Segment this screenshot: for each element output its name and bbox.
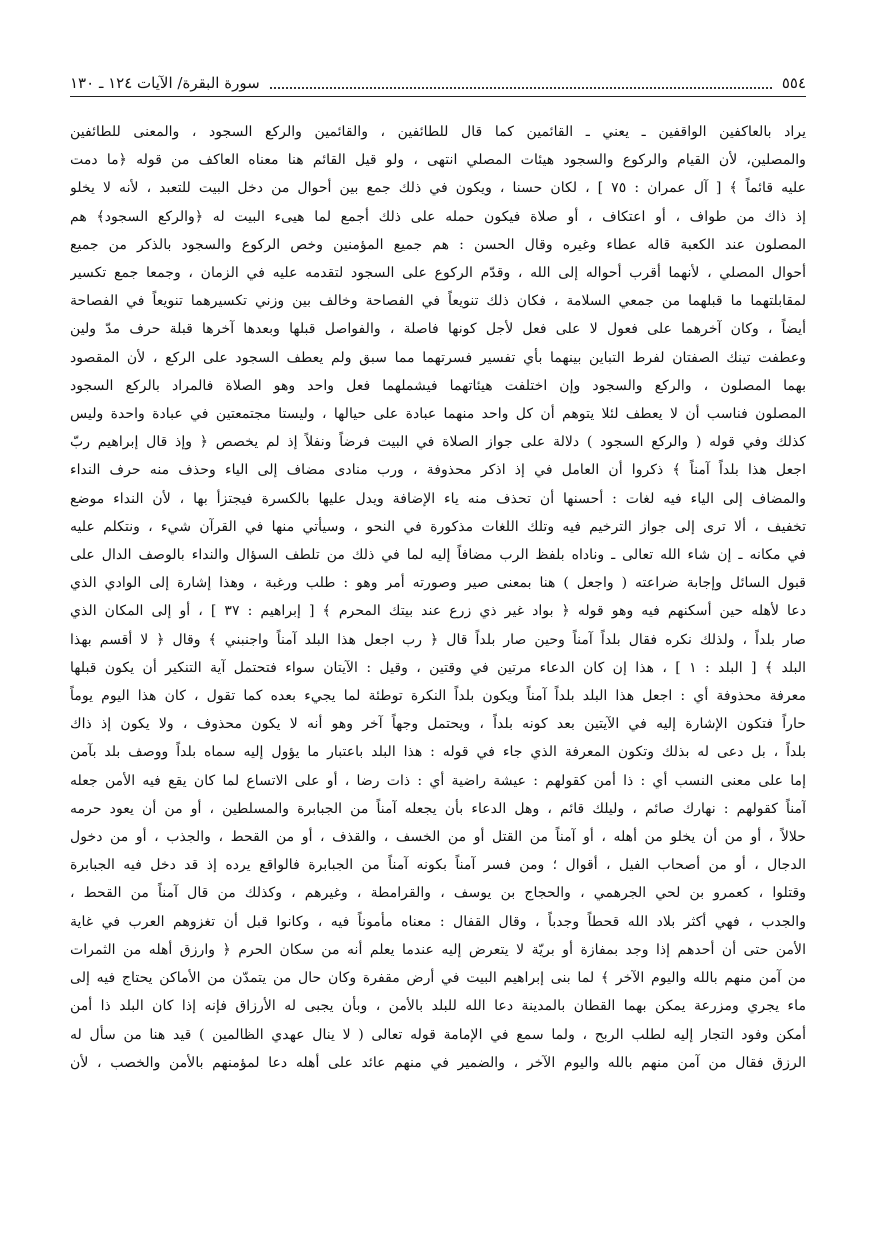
text-line: تخفيف ، ألا ترى إلى جواز الترخيم فيه وتلك اللغات مذكورة في النحو ، وسيأتي منها في القرآن شيء ، ونتكلم عليه xyxy=(70,518,806,535)
text-line: صار بلداً ، ولذلك نكره فقال بلداً آمناً وحين صار بلداً قال ﴿ رب اجعل هذا البلد آمناً واجنبني ﴾ وقال ﴿ لا أقسم بهذا xyxy=(70,631,806,648)
text-line: الأمن حتى أن أحدهم إذا وجد بمفازة أو بريّة لا يتعرض إليه عندما يعلم أنه من سكان الحرم ﴿ وارزق أهله من الثمرات xyxy=(70,941,806,958)
text-line: قبول السائل وإجابة ضراعته ( واجعل ) هنا بمعنى صير وصورته أمر وهو : طلب ورغبة ، وهذا إشارة إلى الوادي الذي xyxy=(70,575,806,592)
text-line: إما على معنى النسب أي : ذا أمن كقولهم : عيشة راضية أي : ذات رضا ، أو على الاتساع لما كان يقع فيه الأمن جعله xyxy=(70,772,806,789)
page-number: ٥٥٤ xyxy=(781,74,806,92)
text-line: دعا لأهله حين أسكنهم فيه وهو قوله ﴿ بواد غير ذي زرع عند بيتك المحرم ﴾ [ إبراهيم : ٣٧ ] ، أو إلى المكان الذي xyxy=(70,603,806,620)
text-line: عليه قائماً ﴾ [ آل عمران : ٧٥ ] ، لكان حسنا ، ويكون في ذلك جمع بين أحوال من دخل البيت للتعبد ، لأنه لا يخلو xyxy=(70,180,806,197)
text-line: المصلون عند الكعبة قاله عطاء وغيره وقال الحسن : هم جميع المؤمنين وخص الركوع والسجود بالذكر من جميع xyxy=(70,236,806,253)
text-line: بهما المصلون ، والركع والسجود وإن اختلفت هيئاتهما فيشملهما فعل واحد وهو الصلاة فالمراد بالركع السجود xyxy=(70,377,806,394)
header-dot-leader xyxy=(270,86,772,89)
text-line: بلداً ، بل دعى له بذلك وتكون المعرفة الذي جاء في قوله : هذا البلد باعتبار ما يؤول إليه سماه بلداً ووصف بلد بآمن xyxy=(70,744,806,761)
text-line: من آمن منهم بالله واليوم الآخر ﴾ لما بنى إبراهيم البيت في أرض مقفرة وكان حال من يتمدّن من الأماكن يحتاج فيه إلى xyxy=(70,970,806,987)
text-line: أحوال المصلي ، لأنهما أقرب أحواله إلى الله ، وقدّم الركوع على السجود لتقدمه عليه في الزمان ، وجمعا جمع تكسير xyxy=(70,265,806,282)
text-line: حلالاً ، أو من أن يخلو من أهله ، أو آمناً من القتل أو من الخسف ، والقذف ، أو من القحط ، والجذب ، أو من دخول xyxy=(70,829,806,846)
text-line: الرزق فقال من آمن منهم بالله واليوم الآخر ، والضمير في منهم عائد على أهله دعا لمؤمنهم بالأمن والخصب ، لأن xyxy=(70,1054,806,1071)
text-line: إذ ذاك من طواف ، أو اعتكاف ، أو صلاة فيكون حمله على ذلك أجمع لما هيىء البيت له ﴿والركع السجود﴾ هم xyxy=(70,208,806,225)
text-line: كذلك وفي قوله ( والركع السجود ) دلالة على جواز الصلاة في البيت فرضاً ونفلاً إذ لم يخصص ﴿ وإذ قال إبراهيم ربّ xyxy=(70,434,806,451)
text-line: حاراً فتكون الإشارة إليه في الآيتين بعد كونه بلداً ، ويحتمل وجهاً آخر وهو أنه لا يكون محذوف ، ولا يكون إذ ذاك xyxy=(70,716,806,733)
text-line: يراد بالعاكفين الواقفين ـ يعني ـ القائمين كما قال للطائفين ، والقائمين والركع السجود ، والمعنى للطائفين xyxy=(70,124,806,140)
text-line: لمقابلتهما ما قبلهما من جمعي السلامة ، فكان ذلك تنويعاً في الفصاحة وخالف بين وزني تكسيرهما تنويعاً في الفصاحة xyxy=(70,293,806,310)
text-line: أمكن وفود التجار إليه لطلب الربح ، ولما سمع في الإمامة قوله تعالى ( لا ينال عهدي الظالمين ) قيد هنا من سأل له xyxy=(70,1026,806,1043)
text-line: ماء يجري ومزرعة يمكن بهما القطان بالمدينة دعا الله للبلد بالأمن ، وبأن يجبى له الأرزاق فإنه إذا كان البلد ذا أمن xyxy=(70,998,806,1015)
text-line: في مكانه ـ إن شاء الله تعالى ـ وناداه بلفظ الرب مضافاً إليه لما في ذلك من تلطف السؤال والنداء بالوصف الدال على xyxy=(70,547,806,564)
text-line: والمصلين، لأن القيام والركوع والسجود هيئات المصلي انتهى ، ولو قيل القائم هنا معناه العاكف من قوله ﴿ما دمت xyxy=(70,152,806,169)
text-line: آمناً كقولهم : نهارك صائم ، وليلك قائم ، وهل الدعاء بأن يجعله آمناً من الجبابرة والمسلطين ، أو من أن يعود حرمه xyxy=(70,800,806,817)
surah-title: سورة البقرة/ الآيات ١٢٤ ـ ١٣٠ xyxy=(70,74,260,92)
body-text xyxy=(70,118,806,1228)
text-line: والجدب ، فهي أكثر بلاد الله قحطاً وجدباً ، وقال القفال : معناه مأموناً فيه ، وكانوا قبل أن تغزوهم العرب في غاية xyxy=(70,913,806,930)
text-line: وعطفت تينك الصفتان لفرط التباين بينهما بأي تفسير فسرتهما مما سبق ولم يعطف السجود على الركع ، لأن المقصود xyxy=(70,349,806,366)
text-line: اجعل هذا بلداً آمناً ﴾ ذكروا أن العامل في إذ اذكر محذوفة ، ورب منادى مضاف إلى الياء وحذف منه حرف النداء xyxy=(70,462,806,479)
text-line: الدجال ، أو من أصحاب الفيل ، أقوال ؛ ومن فسر آمناً بكونه آمناً من الجبابرة فالواقع يرده إذ قد دخل فيه الجبابرة xyxy=(70,857,806,874)
text-line: معرفة محذوفة أي : اجعل هذا البلد بلداً آمناً ويكون بلداً النكرة توطئة لما يجيء بعده كما تقول ، كان هذا اليوم يوماً xyxy=(70,688,806,705)
text-line: البلد ﴾ [ البلد : ١ ] ، هذا إن كان الدعاء مرتين في وقتين ، وقيل : الآيتان سواء فتحتمل آية التنكير أن يكون قبلها xyxy=(70,659,806,676)
text-line: وقتلوا ، كعمرو بن لحي الجرهمي ، والحجاج بن يوسف ، والقرامطة ، وغيرهم ، وكذلك من قال آمناً من القحط ، xyxy=(70,885,806,902)
text-line: المصلون فناسب أن لا يعطف لئلا يتوهم أن كل واحد منهما عبادة على حيالها ، وليستا مجتمعتين في عبادة واحدة وليس xyxy=(70,406,806,423)
running-header xyxy=(70,70,806,97)
text-line: أيضاً ، وكان آخرهما على فعول لا على فعل لأجل كونها فاصلة ، والفواصل قبلها وبعدها آخرها قبلة حرف مدّ ولين xyxy=(70,321,806,338)
text-line: والمضاف إلى الياء فيه لغات : أحسنها أن تحذف منه ياء الإضافة ويدل عليها بالكسرة فيجتزأ بها ، لأن النداء موضع xyxy=(70,490,806,507)
